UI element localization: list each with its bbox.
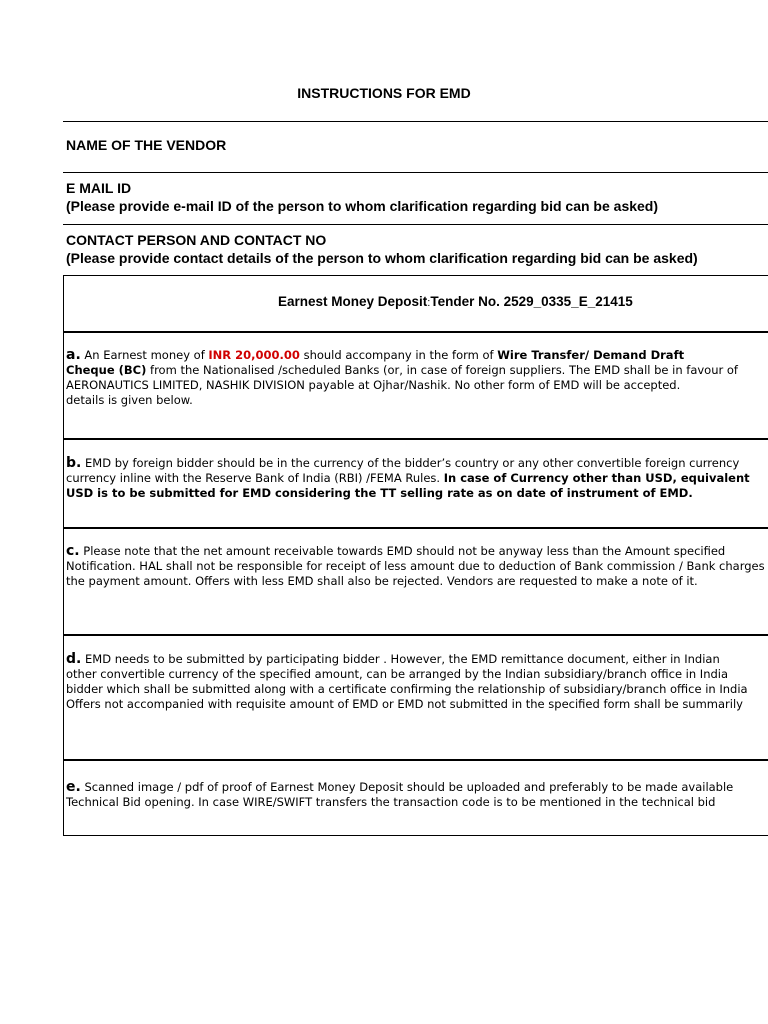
contact-note: (Please provide contact details of the person to whom clarification regarding bid can be asked) [66,250,698,266]
para-e-line: Technical Bid opening. In case WIRE/SWIFT transfers the transaction code is to be mentioned in the technical bid [66,795,716,809]
para-a-bold: Cheque (BC) [66,363,147,377]
para-d-line: Offers not accompanied with requisite amount of EMD or EMD not submitted in the specified form shall be summarily [66,697,743,711]
para-d-letter: d. [66,651,82,667]
para-b-bold: USD is to be submitted for EMD considering the TT selling rate as on date of instrument of EMD. [66,486,693,500]
para-a-bold: Wire Transfer/ Demand Draft [497,348,685,362]
para-e [66,780,733,810]
para-b-letter: b. [66,455,82,471]
para-d [66,652,748,712]
para-b [66,456,750,501]
para-d-text: EMD needs to be submitted by participating bidder . However, the EMD remittance document, either in Indian [81,652,720,666]
para-a-letter: a. [66,347,81,363]
para-a-text: An Earnest money of [80,348,209,362]
para-a-line: AERONAUTICS LIMITED, NASHIK DIVISION payable at Ojhar/Nashik. No other form of EMD will be accepted. [66,378,681,392]
email-note: (Please provide e-mail ID of the person to whom clarification regarding bid can be asked) [66,198,659,214]
para-a-text: should accompany in the form of [299,348,498,362]
para-b-text: EMD by foreign bidder should be in the currency of the bidder’s country or any other convertible foreign currency [81,456,740,470]
para-a-text: from the Nationalised /scheduled Banks (or, in case of foreign suppliers. The EMD shall be in favour of [146,363,738,377]
para-e-letter: e. [66,779,81,795]
page-title: INSTRUCTIONS FOR EMD [297,85,471,101]
contact-label: CONTACT PERSON AND CONTACT NO [66,232,327,248]
divider [63,121,768,122]
para-b-text: currency inline with the Reserve Bank of India (RBI) /FEMA Rules. [66,471,444,485]
para-a [66,348,738,408]
emd-currency: INR [208,348,236,362]
para-c [66,544,765,589]
divider [63,172,768,173]
para-b-bold: In case of Currency other than USD, equivalent [443,471,750,485]
para-e-text: Scanned image / pdf of proof of Earnest Money Deposit should be uploaded and preferably to be made available [80,780,734,794]
para-d-line: other convertible currency of the specified amount, can be arranged by the Indian subsidiary/branch office in India [66,667,729,681]
emd-heading [278,294,633,309]
divider [63,224,768,225]
emd-heading-label: Earnest Money Deposit [278,294,428,309]
para-a-line: details is given below. [66,393,193,407]
emd-amount: 20,000.00 [235,348,300,362]
para-d-line: bidder which shall be submitted along with a certificate confirming the relationship of subsidiary/branch office in India [66,682,748,696]
para-c-letter: c. [66,543,80,559]
emd-heading-sep: : [427,297,431,309]
tender-number: Tender No. 2529_0335_E_21415 [430,294,633,309]
email-label: E MAIL ID [66,180,132,196]
para-c-text: Please note that the net amount receivable towards EMD should not be anyway less than the Amount specified [79,544,726,558]
para-c-line: the payment amount. Offers with less EMD shall also be rejected. Vendors are requested to make a note of it. [66,574,698,588]
para-c-line: Notification. HAL shall not be responsible for receipt of less amount due to deduction of Bank commission / Bank charges [66,559,765,573]
vendor-name-label: NAME OF THE VENDOR [66,137,227,153]
